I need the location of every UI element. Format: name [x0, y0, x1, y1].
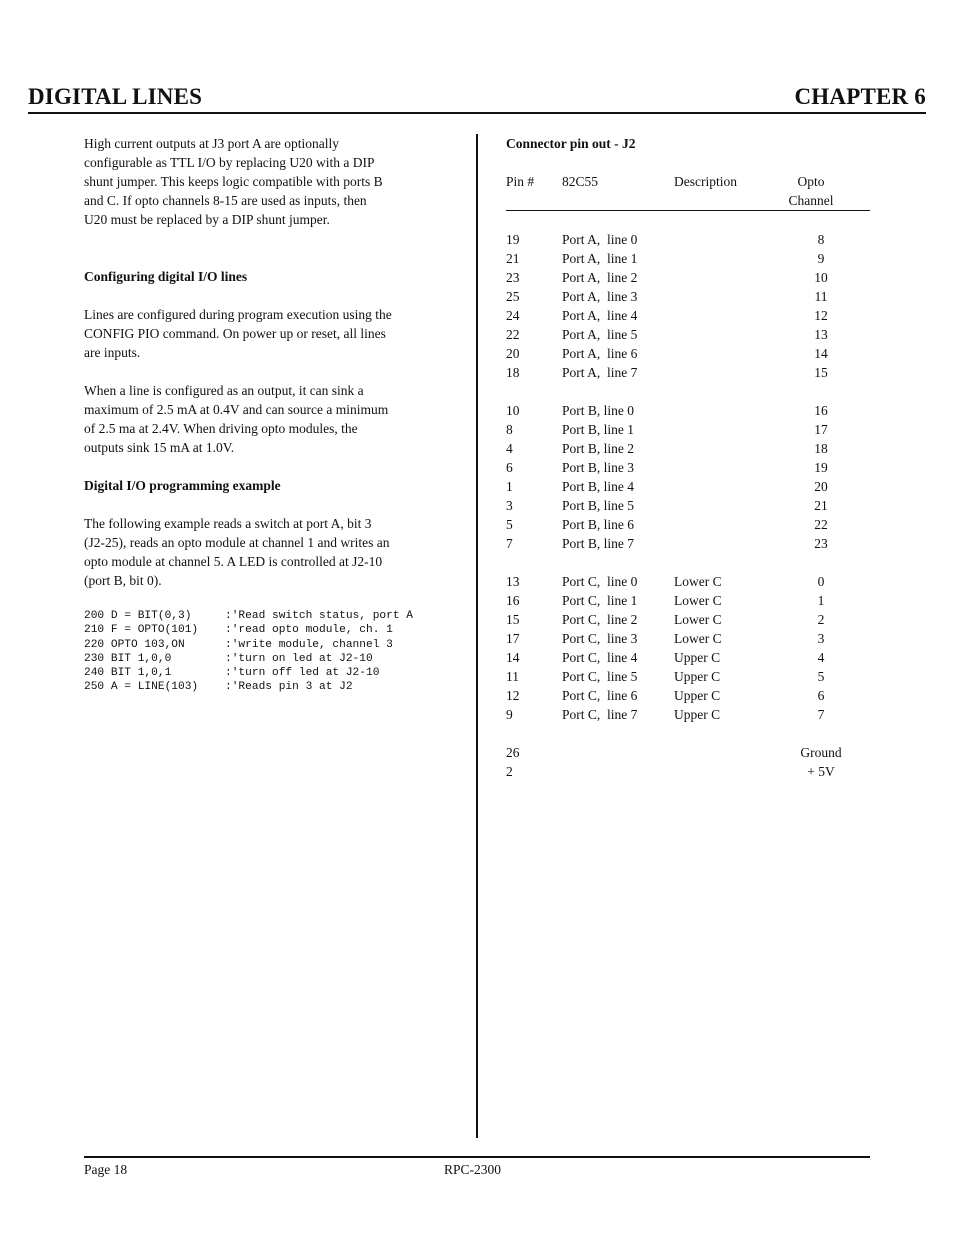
table-row	[506, 268, 870, 287]
table-row	[506, 705, 870, 724]
port-cell: Port A, line 7	[562, 365, 638, 380]
group-spacer	[506, 724, 870, 743]
port-cell: Port B, line 2	[562, 441, 635, 456]
port-cell: Port B, line 4	[562, 479, 635, 494]
code-line: 250 A = LINE(103) :'Reads pin 3 at J2	[84, 681, 353, 694]
pin-cell: 17	[506, 631, 520, 646]
pin-cell: 22	[506, 327, 520, 342]
port-cell: Port A, line 1	[562, 251, 638, 266]
pin-cell: 3	[506, 498, 513, 513]
output-paragraph: When a line is configured as an output, it can sink a maximum of 2.5 mA at 0.4V and can source a minimum of 2.5 ma at 2.4V. When driving opto modules, the outputs sink 15 mA at 1.0V.	[84, 383, 389, 455]
pin-cell: 2	[506, 764, 513, 779]
chapter-number: CHAPTER 6	[794, 84, 926, 109]
product-name: RPC-2300	[444, 1162, 502, 1177]
pin-cell: 15	[506, 612, 520, 627]
description-cell: Upper C	[674, 650, 721, 665]
port-cell: Port A, line 2	[562, 270, 638, 285]
table-row	[506, 648, 870, 667]
opto-cell: 2	[817, 612, 825, 627]
opto-cell: 22	[814, 517, 828, 532]
column-divider	[476, 134, 478, 1138]
port-cell: Port A, line 0	[562, 232, 638, 247]
port-cell: Port C, line 5	[562, 669, 638, 684]
port-cell: Port B, line 0	[562, 403, 635, 418]
opto-cell: 10	[814, 270, 828, 285]
table-row	[506, 249, 870, 268]
table-header-rule	[506, 210, 870, 211]
opto-cell: 0	[817, 574, 825, 589]
column-header-82c55: 82C55	[562, 174, 599, 189]
table-row	[506, 477, 870, 496]
port-cell: Port A, line 4	[562, 308, 638, 323]
opto-cell: 6	[817, 688, 825, 703]
opto-cell: Ground	[800, 745, 842, 760]
table-row	[506, 686, 870, 705]
description-cell: Lower C	[674, 574, 722, 589]
pin-cell: 26	[506, 745, 520, 760]
opto-cell: 12	[814, 308, 828, 323]
table-row	[506, 591, 870, 610]
intro-paragraph: High current outputs at J3 port A are optionally configurable as TTL I/O by replacing U20 with a DIP shunt jumper. This keeps logic compatible with ports B and C. If opto channels 8-15 are used as inputs, then U20 must be replaced by a DIP shunt jumper.	[84, 136, 383, 227]
pin-cell: 5	[506, 517, 513, 532]
section-heading-example: Digital I/O programming example	[84, 478, 281, 493]
port-cell: Port A, line 5	[562, 327, 638, 342]
code-line: 200 D = BIT(0,3) :'Read switch status, port A	[84, 610, 413, 622]
table-row	[506, 420, 870, 439]
opto-cell: 11	[814, 289, 828, 304]
code-line: 210 F = OPTO(101) :'read opto module, ch. 1	[84, 624, 393, 637]
port-cell: Port C, line 3	[562, 631, 638, 646]
opto-cell: 1	[817, 593, 825, 608]
pin-cell: 11	[506, 669, 519, 684]
pin-cell: 21	[506, 251, 520, 266]
code-line: 220 OPTO 103,ON :'write module, channel 3	[84, 638, 393, 651]
opto-cell: 7	[817, 707, 825, 722]
description-cell: Lower C	[674, 593, 722, 608]
pin-cell: 19	[506, 232, 520, 247]
opto-cell: 14	[814, 346, 828, 361]
header-rule	[28, 112, 926, 114]
chapter-title: DIGITAL LINES	[28, 84, 203, 109]
opto-cell: 18	[814, 441, 828, 456]
port-cell: Port B, line 7	[562, 536, 635, 551]
opto-cell: + 5V	[807, 764, 835, 779]
opto-cell: 8	[817, 232, 825, 247]
port-cell: Port A, line 3	[562, 289, 638, 304]
table-row	[506, 439, 870, 458]
table-row	[506, 230, 870, 249]
pin-cell: 7	[506, 536, 513, 551]
opto-cell: 15	[814, 365, 828, 380]
page-number: Page 18	[84, 1162, 128, 1177]
code-listing	[84, 609, 456, 695]
example-paragraph: The following example reads a switch at port A, bit 3 (J2-25), reads an opto module at channel 1 and writes an opto module at channel 5. A LED is controlled at J2-10 (port B, bit 0).	[84, 516, 390, 588]
table-row	[506, 762, 870, 781]
table-row	[506, 401, 870, 420]
port-cell: Port C, line 6	[562, 688, 638, 703]
opto-cell: 19	[814, 460, 828, 475]
pin-cell: 1	[506, 479, 513, 494]
pinout-table-header	[506, 172, 870, 210]
description-cell: Upper C	[674, 688, 721, 703]
section-heading-configuring: Configuring digital I/O lines	[84, 269, 248, 284]
column-header-opto: Opto Channel	[788, 174, 834, 208]
table-row	[506, 287, 870, 306]
right-column	[506, 134, 870, 781]
pin-cell: 20	[506, 346, 520, 361]
table-row	[506, 325, 870, 344]
opto-cell: 4	[817, 650, 825, 665]
port-cell: Port C, line 4	[562, 650, 638, 665]
group-spacer	[506, 553, 870, 572]
port-cell: Port C, line 1	[562, 593, 638, 608]
pin-cell: 10	[506, 403, 520, 418]
table-row	[506, 610, 870, 629]
port-cell: Port A, line 6	[562, 346, 638, 361]
table-row	[506, 534, 870, 553]
left-column	[84, 134, 456, 695]
port-cell: Port C, line 2	[562, 612, 638, 627]
opto-cell: 3	[817, 631, 825, 646]
code-line: 240 BIT 1,0,1 :'turn off led at J2-10	[84, 667, 380, 680]
table-row	[506, 344, 870, 363]
description-cell: Lower C	[674, 612, 722, 627]
table-row	[506, 572, 870, 591]
code-line: 230 BIT 1,0,0 :'turn on led at J2-10	[84, 652, 373, 665]
pin-cell: 16	[506, 593, 520, 608]
pin-cell: 14	[506, 650, 520, 665]
table-row	[506, 306, 870, 325]
pin-cell: 23	[506, 270, 520, 285]
group-spacer	[506, 382, 870, 401]
table-row	[506, 496, 870, 515]
opto-cell: 21	[814, 498, 828, 513]
opto-cell: 13	[814, 327, 828, 342]
pin-cell: 9	[506, 707, 513, 722]
pin-cell: 8	[506, 422, 513, 437]
opto-cell: 23	[814, 536, 828, 551]
pin-cell: 4	[506, 441, 513, 456]
column-header-description: Description	[674, 174, 737, 189]
pin-cell: 18	[506, 365, 520, 380]
opto-cell: 9	[817, 251, 825, 266]
pin-cell: 12	[506, 688, 520, 703]
description-cell: Lower C	[674, 631, 722, 646]
table-row	[506, 743, 870, 762]
pin-cell: 24	[506, 308, 520, 323]
description-cell: Upper C	[674, 707, 721, 722]
table-row	[506, 363, 870, 382]
port-cell: Port B, line 1	[562, 422, 635, 437]
footer-rule	[84, 1156, 870, 1158]
table-row	[506, 667, 870, 686]
pin-cell: 6	[506, 460, 513, 475]
table-row	[506, 458, 870, 477]
port-cell: Port C, line 7	[562, 707, 638, 722]
table-row	[506, 629, 870, 648]
column-header-pin: Pin #	[506, 174, 535, 189]
pinout-table-body	[506, 230, 870, 781]
opto-cell: 16	[814, 403, 828, 418]
opto-cell: 5	[817, 669, 825, 684]
opto-cell: 20	[814, 479, 828, 494]
port-cell: Port B, line 6	[562, 517, 635, 532]
description-cell: Upper C	[674, 669, 721, 684]
config-paragraph: Lines are configured during program execution using the CONFIG PIO command. On power up or reset, all lines are inputs.	[84, 307, 392, 360]
opto-cell: 17	[814, 422, 828, 437]
port-cell: Port C, line 0	[562, 574, 638, 589]
table-row	[506, 515, 870, 534]
pinout-heading: Connector pin out - J2	[506, 136, 636, 151]
pin-cell: 13	[506, 574, 520, 589]
port-cell: Port B, line 3	[562, 460, 635, 475]
port-cell: Port B, line 5	[562, 498, 635, 513]
pin-cell: 25	[506, 289, 520, 304]
